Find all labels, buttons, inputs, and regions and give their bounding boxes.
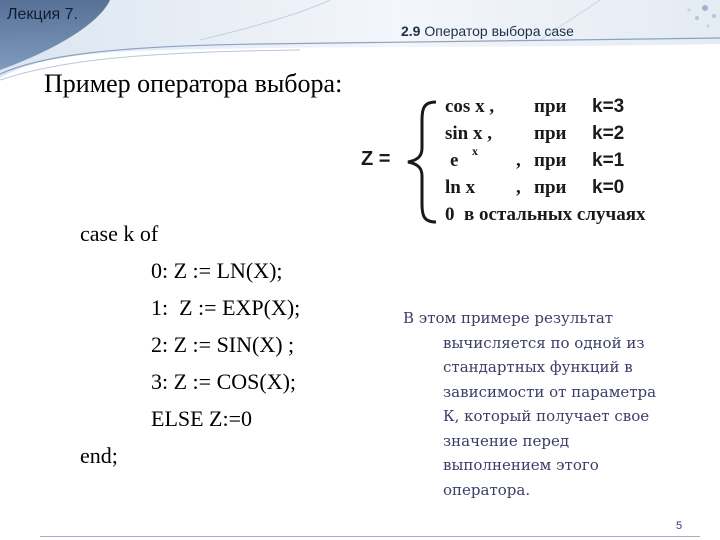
formula-lhs: Z = [361,148,391,170]
formula-expr: ln x [445,177,476,198]
note-line: выполнением этого [443,456,599,474]
lecture-label: Лекция 7. [7,6,78,23]
formula-cond: k=2 [592,123,625,144]
formula-cond: k=3 [592,96,625,117]
formula-word: при [534,123,567,144]
formula-word: при [534,150,567,171]
piecewise-formula [356,94,702,230]
formula-expr: 0 в остальных случаях [445,204,646,225]
code-line: 0: Z := LN(X); [151,258,283,283]
formula-comma: , [516,177,521,198]
formula-expr: sin x , [445,123,492,144]
note-line: значение перед [443,431,570,450]
formula-word: при [534,96,567,117]
formula-cond: k=1 [592,150,625,171]
code-line: 2: Z := SIN(X) ; [151,332,295,357]
note-line: К, который получает свое [443,407,650,425]
topic-number: 2.9 [401,23,421,39]
formula-expr: e [450,150,459,171]
code-line: end; [80,443,118,468]
code-line: 1: Z := EXP(X); [151,295,301,320]
note-line: зависимости от параметра [443,382,657,401]
slide-title: Пример оператора выбора: [44,69,343,98]
code-line: 3: Z := COS(X); [151,369,297,394]
note-line: вычисляется по одной из [443,333,645,352]
formula-superscript: x [472,144,478,158]
formula-cond: k=0 [592,177,625,198]
footer-divider [40,536,700,537]
formula-expr: cos x , [445,96,495,117]
formula-word: при [534,177,567,198]
code-line: ELSE Z:=0 [151,406,253,431]
page-number: 5 [676,520,683,532]
explanation-note [403,306,693,502]
code-line: case k of [80,221,159,246]
note-line: стандартных функций в [443,358,633,376]
note-line: оператора. [443,480,531,499]
topic-title [401,23,574,39]
note-line: В этом примере результат [403,309,614,327]
formula-comma: , [516,150,521,171]
topic-text: Оператор выбора case [424,23,574,39]
